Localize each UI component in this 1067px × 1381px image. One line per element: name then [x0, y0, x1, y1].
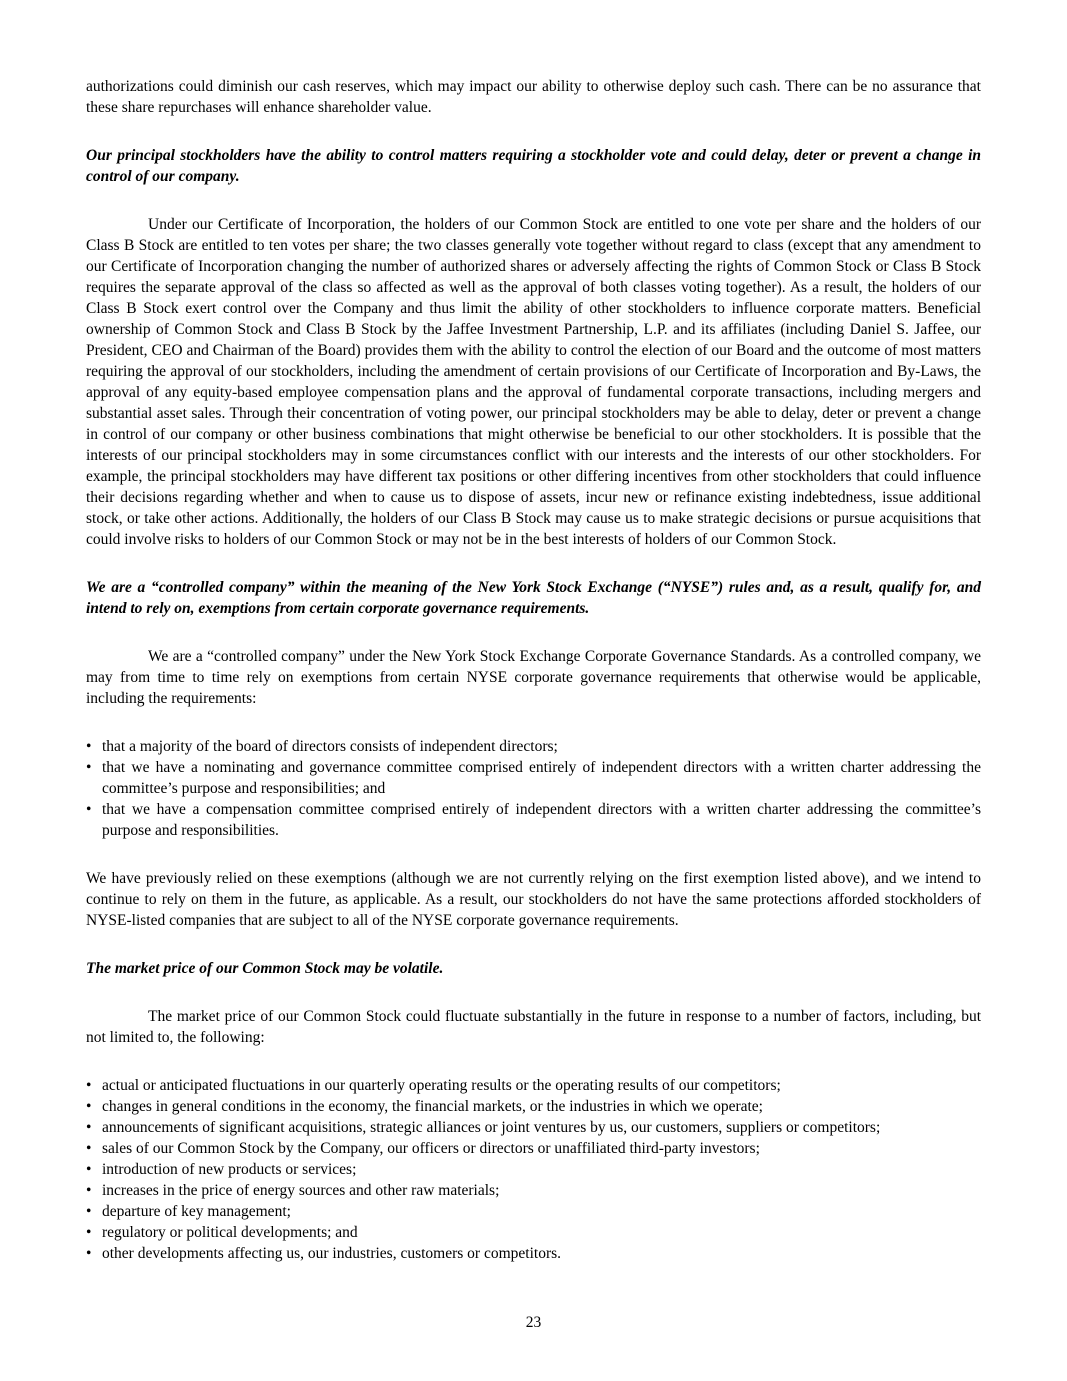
bullet-item-text: actual or anticipated fluctuations in our quarterly operating results or the operating results of our competitors; — [102, 1077, 781, 1094]
bullet-item-text: that we have a nominating and governance committee comprised entirely of independent directors with a written charter addressing the committee’s purpose and responsibilities; and — [102, 759, 981, 797]
bullet-item-text: departure of key management; — [102, 1203, 291, 1220]
bullet-icon: • — [86, 1140, 92, 1157]
paragraph-exemptions-reliance: We have previously relied on these exemptions (although we are not currently relying on the first exemption listed above), and we intend to continue to rely on them in the future, as applicable. As a result, our stockholders do not have the same protections afforded stockholders of NYSE-listed companies that are subject to all of the NYSE corporate governance requirements. — [86, 870, 981, 929]
bullet-item-text: introduction of new products or services; — [102, 1161, 357, 1178]
bullet-list-market-factors — [86, 1075, 981, 1264]
bullet-icon: • — [86, 759, 92, 776]
bullet-icon: • — [86, 801, 92, 818]
risk-heading-market-price: The market price of our Common Stock may be volatile. — [86, 960, 444, 977]
bullet-icon: • — [86, 1245, 92, 1262]
bullet-item — [86, 1096, 981, 1117]
bullet-item — [86, 1201, 981, 1222]
page-number: 23 — [525, 1314, 542, 1331]
bullet-item — [86, 1222, 981, 1243]
risk-heading-principal-stockholders: Our principal stockholders have the ability to control matters requiring a stockholder vote and could delay, deter or prevent a change in control of our company. — [86, 147, 981, 185]
paragraph-controlled-company: We are a “controlled company” under the New York Stock Exchange Corporate Governance Standards. As a controlled company, we may from time to time rely on exemptions from certain NYSE corporate governance requirements that otherwise would be applicable, including the requirements: — [86, 648, 981, 707]
risk-heading-controlled-company: We are a “controlled company” within the meaning of the New York Stock Exchange (“NYSE”) rules and, as a result, qualify for, and intend to rely on, exemptions from certain corporate governance requirements. — [86, 579, 981, 617]
bullet-item-text: announcements of significant acquisitions, strategic alliances or joint ventures by us, our customers, suppliers or competitors; — [102, 1119, 881, 1136]
bullet-icon: • — [86, 1119, 92, 1136]
bullet-item — [86, 736, 981, 757]
bullet-item — [86, 1117, 981, 1138]
bullet-item-text: changes in general conditions in the economy, the financial markets, or the industries in which we operate; — [102, 1098, 763, 1115]
bullet-item — [86, 799, 981, 841]
bullet-item-text: that we have a compensation committee comprised entirely of independent directors with a written charter addressing the committee’s purpose and responsibilities. — [102, 801, 981, 839]
bullet-item-text: other developments affecting us, our industries, customers or competitors. — [102, 1245, 562, 1262]
bullet-item-text: increases in the price of energy sources and other raw materials; — [102, 1182, 500, 1199]
paragraph-market-price: The market price of our Common Stock could fluctuate substantially in the future in response to a number of factors, including, but not limited to, the following: — [86, 1008, 981, 1046]
bullet-icon: • — [86, 1161, 92, 1178]
bullet-item — [86, 757, 981, 799]
paragraph-share-repurchases-continuation: authorizations could diminish our cash reserves, which may impact our ability to otherwise deploy such cash. There can be no assurance that these share repurchases will enhance shareholder value. — [86, 78, 981, 116]
bullet-icon: • — [86, 1224, 92, 1241]
bullet-icon: • — [86, 1098, 92, 1115]
paragraph-principal-stockholders: Under our Certificate of Incorporation, the holders of our Common Stock are entitled to one vote per share and the holders of our Class B Stock are entitled to ten votes per share; the two classes generally vote together without regard to class (except that any amendment to our Certificate of Incorporation changing the number of authorized shares or adversely affecting the rights of Common Stock or Class B Stock requires the separate approval of the class so affected as well as the approval of both classes voting together). As a result, the holders of our Class B Stock exert control over the Company and thus limit the ability of other stockholders to influence corporate matters. Beneficial ownership of Common Stock and Class B Stock by the Jaffee Investment Partnership, L.P. and its affiliates (including Daniel S. Jaffee, our President, CEO and Chairman of the Board) provides them with the ability to control the election of our Board and the outcome of most matters requiring the approval of our stockholders, including the amendment of certain provisions of our Certificate of Incorporation and By-Laws, the approval of any equity-based employee compensation plans and the approval of fundamental corporate transactions, including mergers and substantial asset sales. Through their concentration of voting power, our principal stockholders may be able to delay, deter or prevent a change in control of our company or other business combinations that might otherwise be beneficial to our other stockholders. It is possible that the interests of our principal stockholders may in some circumstances conflict with our interests and the interests of our other stockholders. For example, the principal stockholders may have different tax positions or other differing incentives from other stockholders that could influence their decisions regarding whether and when to cause us to dispose of assets, incur new or refinance existing indebtedness, issue additional stock, or take other actions. Additionally, the holders of our Class B Stock may cause us to make strategic decisions or pursue acquisitions that could involve risks to holders of our Common Stock or may not be in the best interests of holders of our Common Stock. — [86, 216, 981, 548]
bullet-icon: • — [86, 1203, 92, 1220]
bullet-item-text: regulatory or political developments; and — [102, 1224, 358, 1241]
bullet-icon: • — [86, 738, 92, 755]
bullet-item — [86, 1159, 981, 1180]
bullet-list-nyse-exemptions — [86, 736, 981, 841]
bullet-item — [86, 1180, 981, 1201]
bullet-item-text: that a majority of the board of directors consists of independent directors; — [102, 738, 558, 755]
bullet-item — [86, 1243, 981, 1264]
bullet-icon: • — [86, 1077, 92, 1094]
bullet-item — [86, 1075, 981, 1096]
bullet-item — [86, 1138, 981, 1159]
bullet-icon: • — [86, 1182, 92, 1199]
bullet-item-text: sales of our Common Stock by the Company, our officers or directors or unaffiliated third-party investors; — [102, 1140, 760, 1157]
